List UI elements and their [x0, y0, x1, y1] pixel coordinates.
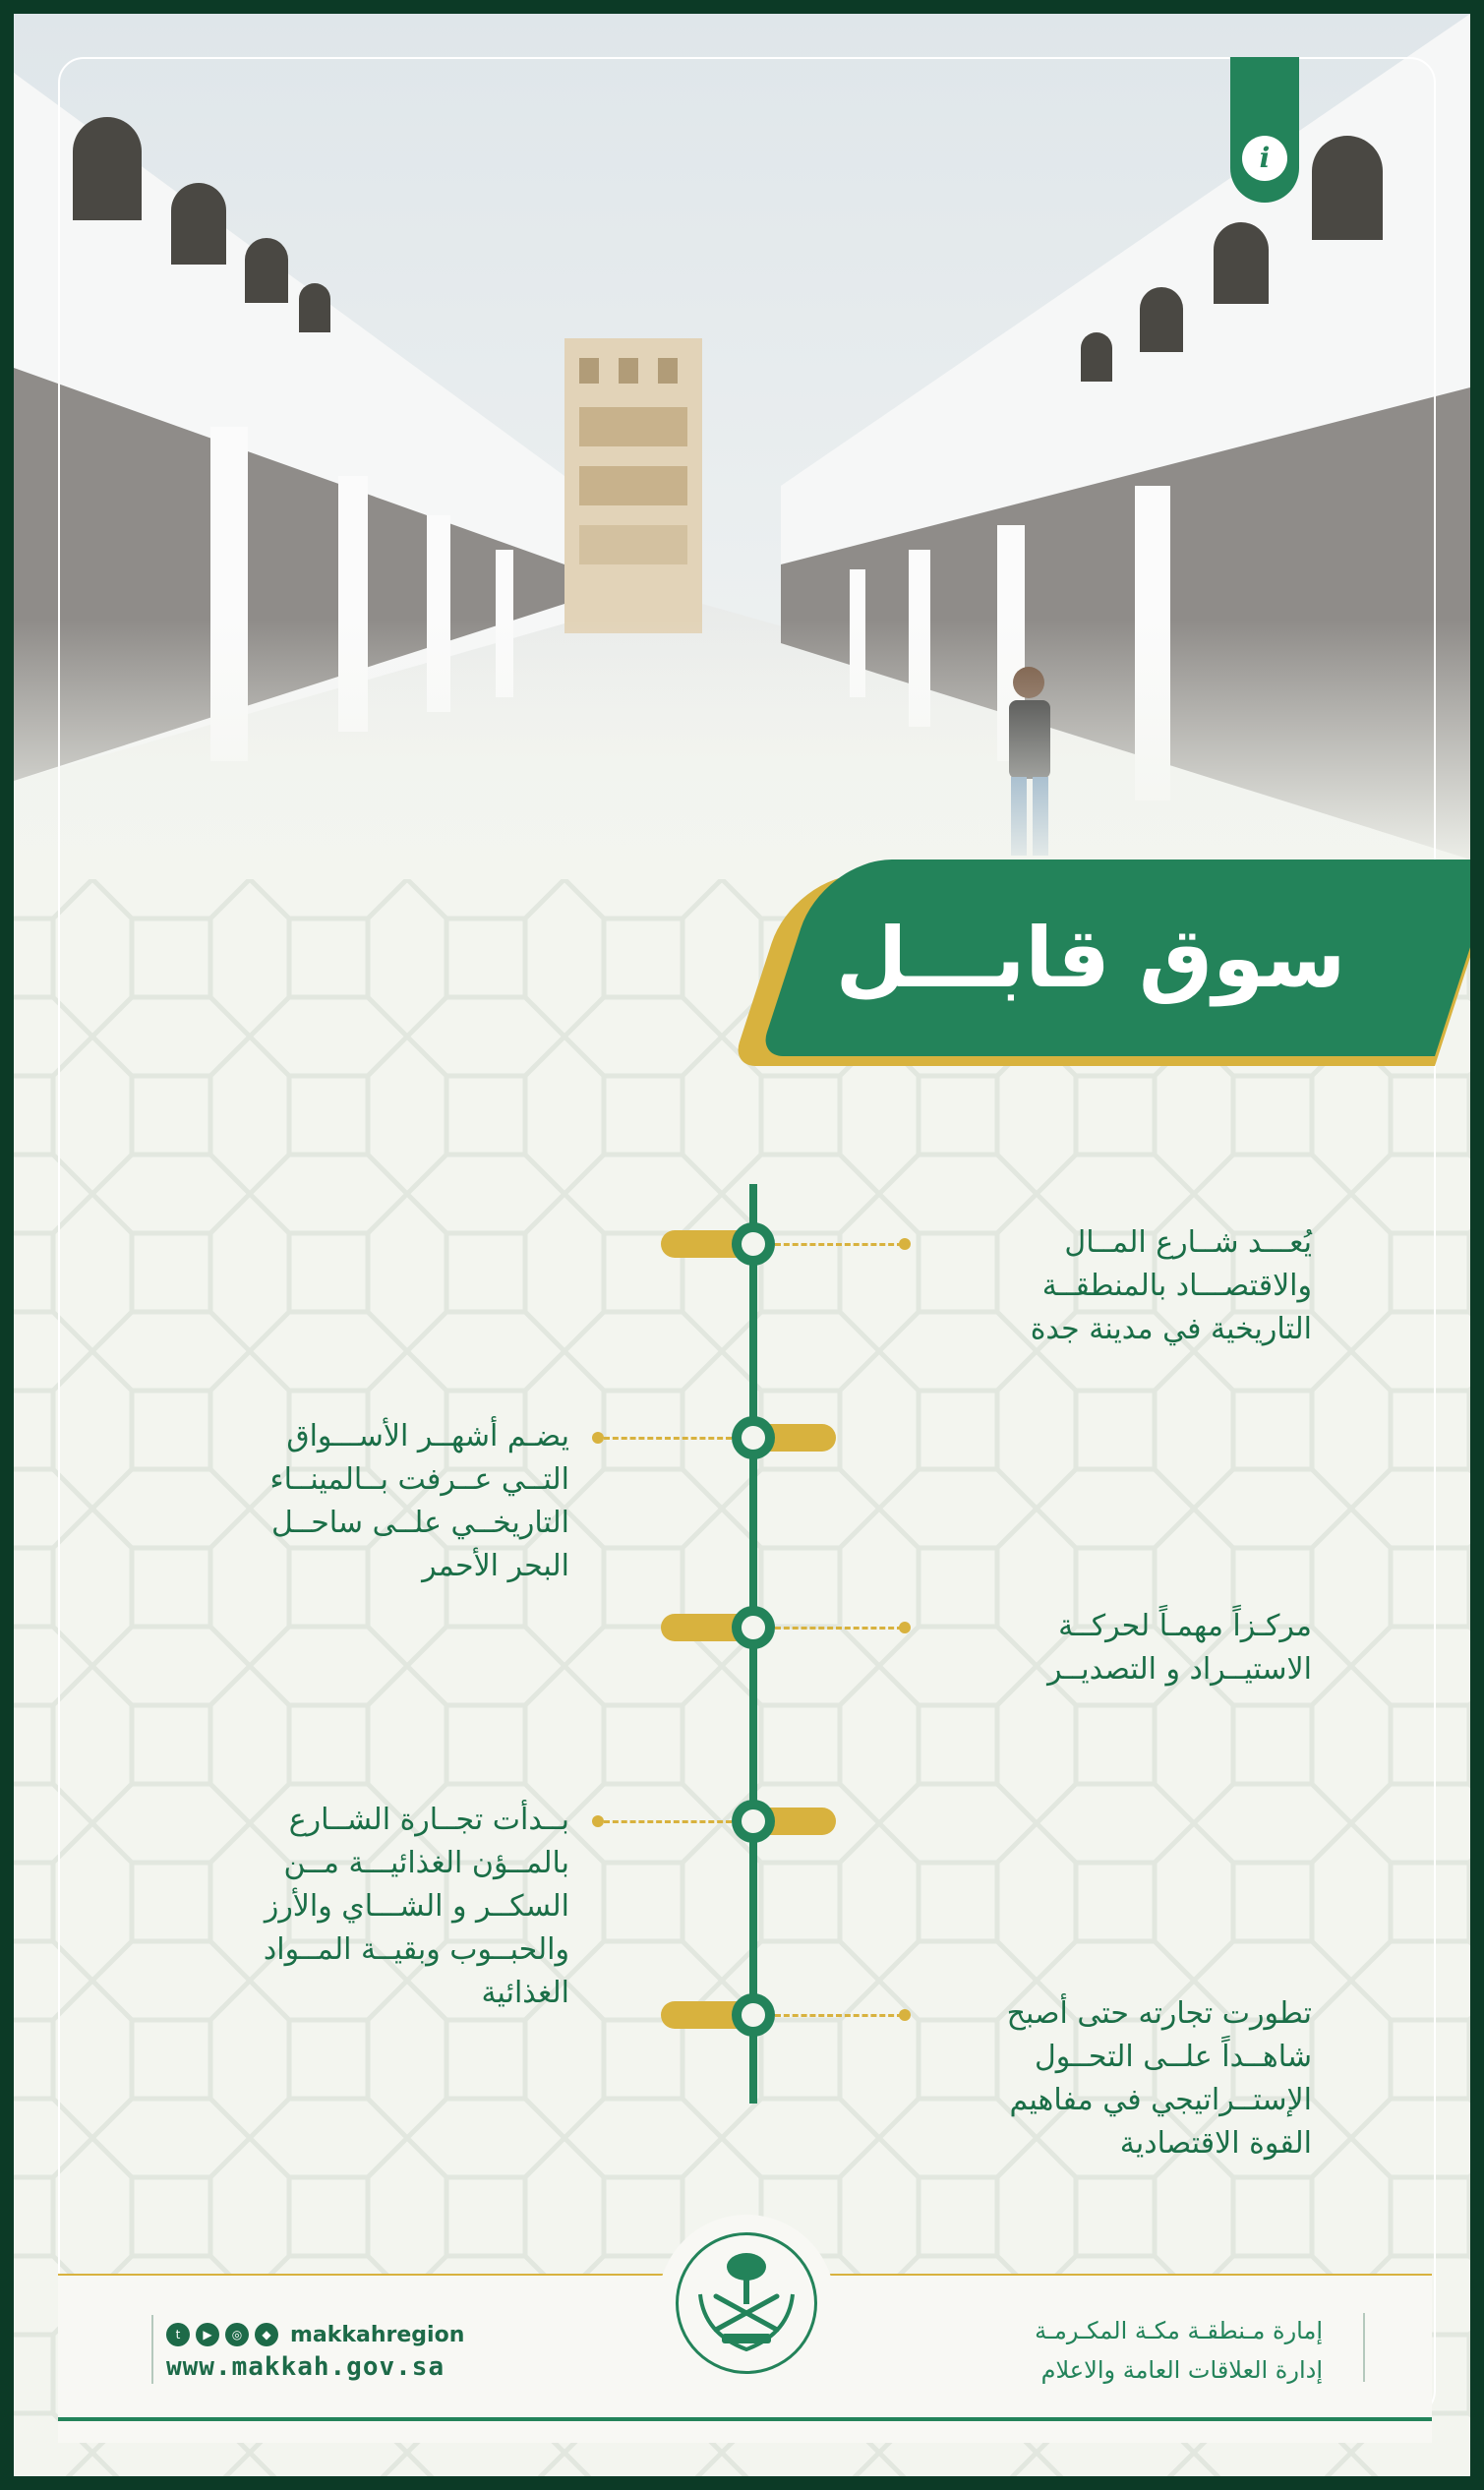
timeline-dot [899, 2009, 911, 2021]
timeline-connector [775, 2014, 903, 2017]
footer-bottom-line [58, 2417, 1432, 2421]
timeline-node [732, 1606, 775, 1649]
timeline-connector [604, 1820, 732, 1823]
social-links [166, 2320, 464, 2349]
text-line: الإستــراتيجي في مفاهيم [1009, 2083, 1312, 2117]
timeline-dot [899, 1238, 911, 1250]
text-line: بالمــؤن الغذائيـــة مــن [283, 1846, 569, 1880]
text-line: مركـزاً مهمـاً لحركــة [1058, 1609, 1312, 1643]
timeline-text-4 [181, 1799, 569, 2015]
saudi-emblem-icon [676, 2232, 817, 2374]
text-line: السكــر و الشـــاي والأرز [264, 1889, 569, 1924]
org-line: إدارة العلاقات العامة والاعلام [1040, 2356, 1323, 2384]
text-line: يضـم أشهــر الأســـواق [286, 1419, 569, 1453]
timeline-dot [592, 1815, 604, 1827]
timeline-connector [775, 1243, 903, 1246]
twitter-icon[interactable]: t [166, 2323, 190, 2346]
timeline-node [732, 1222, 775, 1266]
emblem-container [658, 2215, 835, 2392]
info-tab [1230, 57, 1299, 203]
info-icon: i [1242, 136, 1287, 181]
text-line: والاقتصـــاد بالمنطقــة [1041, 1269, 1312, 1303]
website-link[interactable]: www.makkah.gov.sa [166, 2352, 445, 2382]
timeline-text-2 [181, 1415, 569, 1588]
social-handle[interactable]: makkahregion [290, 2322, 465, 2347]
social-separator [151, 2315, 153, 2384]
text-line: يُعـــد شــارع المــال [1064, 1225, 1312, 1260]
youtube-icon[interactable]: ▶ [196, 2323, 219, 2346]
timeline-connector [775, 1627, 903, 1630]
text-line: بــدأت تجــارة الشــارع [288, 1803, 569, 1837]
snapchat-icon[interactable]: ◆ [255, 2323, 278, 2346]
text-line: الغذائية [481, 1976, 569, 2010]
text-line: القوة الاقتصادية [1119, 2126, 1312, 2161]
text-line: البحر الأحمر [422, 1549, 569, 1583]
instagram-icon[interactable]: ◎ [225, 2323, 249, 2346]
org-separator [1363, 2313, 1365, 2382]
text-line: الاستيــراد و التصديــر [1047, 1652, 1312, 1687]
timeline-node [732, 1416, 775, 1459]
timeline-text-1 [928, 1221, 1312, 1351]
text-line: التــي عــرفت بــالمينــاء [269, 1462, 569, 1497]
org-line: إمارة مـنطقـة مكـة المكـرمـة [1035, 2317, 1323, 2344]
timeline-node [732, 1993, 775, 2037]
timeline-text-3 [928, 1605, 1312, 1691]
text-line: التاريخية في مدينة جدة [1030, 1312, 1312, 1346]
timeline-text-5 [928, 1992, 1312, 2165]
text-line: والحبــوب وبقيــة المــواد [263, 1932, 569, 1967]
timeline-connector [604, 1437, 732, 1440]
timeline-dot [899, 1622, 911, 1633]
page-title: سوق قابـــل [835, 910, 1346, 1006]
poster-frame [14, 14, 1470, 2476]
timeline-node [732, 1800, 775, 1843]
organization-name [1035, 2311, 1323, 2390]
text-line: تطورت تجارته حتى أصبح [1006, 1996, 1312, 2031]
text-line: التاريخــي علــى ساحــل [270, 1506, 569, 1540]
timeline-dot [592, 1432, 604, 1444]
text-line: شاهــداً علــى التحــول [1034, 2040, 1312, 2074]
